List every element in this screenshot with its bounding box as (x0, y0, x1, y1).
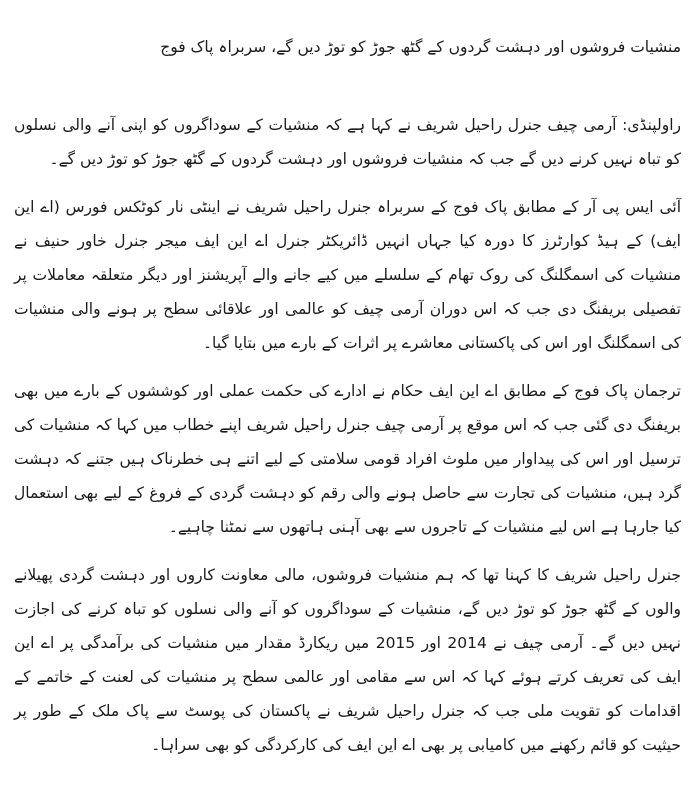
paragraph-army-chief-remarks: جنرل راحیل شریف کا کہنا تھا کہ ہم منشیات فروشوں، مالی معاونت کاروں اور دہشت گردی پھیلانے والوں کے گٹھ جوڑ کو توڑ دیں گے، منشیات کے سوداگروں کو آنے والی نسلوں کو تباہ کرنے کی اجازت نہیں دیں گے۔ آرمی چیف نے 2014 اور 2015 میں ریکارڈ مقدار میں منشیات کی برآمدگی پر اے این ایف کی تعریف کرتے ہوئے کہا کہ اس سے مقامی اور عالمی سطح پر منشیات کی لعنت کے خاتمے کے اقدامات کو تقویت ملی جب کہ جنرل راحیل شریف نے پاکستان کی پوسٹ سے پاک ملک کے طور پر حیثیت کو قائم رکھنے میں کامیابی پر بھی اے این ایف کی کارکردگی کو بھی سراہا۔ (14, 566, 681, 754)
article-headline: منشیات فروشوں اور دہشت گردوں کے گٹھ جوڑ کو توڑ دیں گے، سربراہ پاک فوج (160, 38, 681, 56)
paragraph-army-spokesman: ترجمان پاک فوج کے مطابق اے این ایف حکام نے ادارے کی حکمت عملی اور کوششوں کے بارے میں بھی بریفنگ دی گئی جب کہ اس موقع پر آرمی چیف جنرل راحیل شریف اپنے خطاب میں کہا کہ منشیات کی ترسیل اور اس کی پیداوار میں ملوث افراد قومی سلامتی کے لیے اتنے ہی خطرناک ہیں جتنے کہ دہشت گرد ہیں، منشیات کی تجارت سے حاصل ہونے والی رقم کو دہشت گردی کے فروغ کے لیے بھی استعمال کیا جارہا ہے اس لیے منشیات کے تاجروں سے بھی آہنی ہاتھوں سے نمٹنا چاہیے۔ (14, 382, 681, 536)
paragraph-ispr-visit: آئی ایس پی آر کے مطابق پاک فوج کے سربراہ جنرل راحیل شریف نے اینٹی نار کوٹکس فورس (اے این ایف) کے ہیڈ کوارٹرز کا دورہ کیا جہاں انہیں ڈائریکٹر جنرل اے این ایف میجر جنرل خاور حنیف نے منشیات کی اسمگلنگ کی روک تھام کے سلسلے میں کیے جانے والے آپریشنز اور دیگر متعلقہ معاملات پر تفصیلی بریفنگ دی جب کہ اس دوران آرمی چیف کو عالمی اور علاقائی سطح پر ہونے والی منشیات کی اسمگلنگ اور اس کی پاکستانی معاشرے پر اثرات کے بارے میں بتایا گیا۔ (14, 198, 681, 352)
paragraph-dateline: راولپنڈی: آرمی چیف جنرل راحیل شریف نے کہا ہے کہ منشیات کے سوداگروں کو اپنی آنے والی نسلوں کو تباہ نہیں کرنے دیں گے جب کہ منشیات فروشوں اور دہشت گردوں کے گٹھ جوڑ کو توڑ دیں گے۔ (14, 116, 681, 168)
article (14, 0, 681, 762)
